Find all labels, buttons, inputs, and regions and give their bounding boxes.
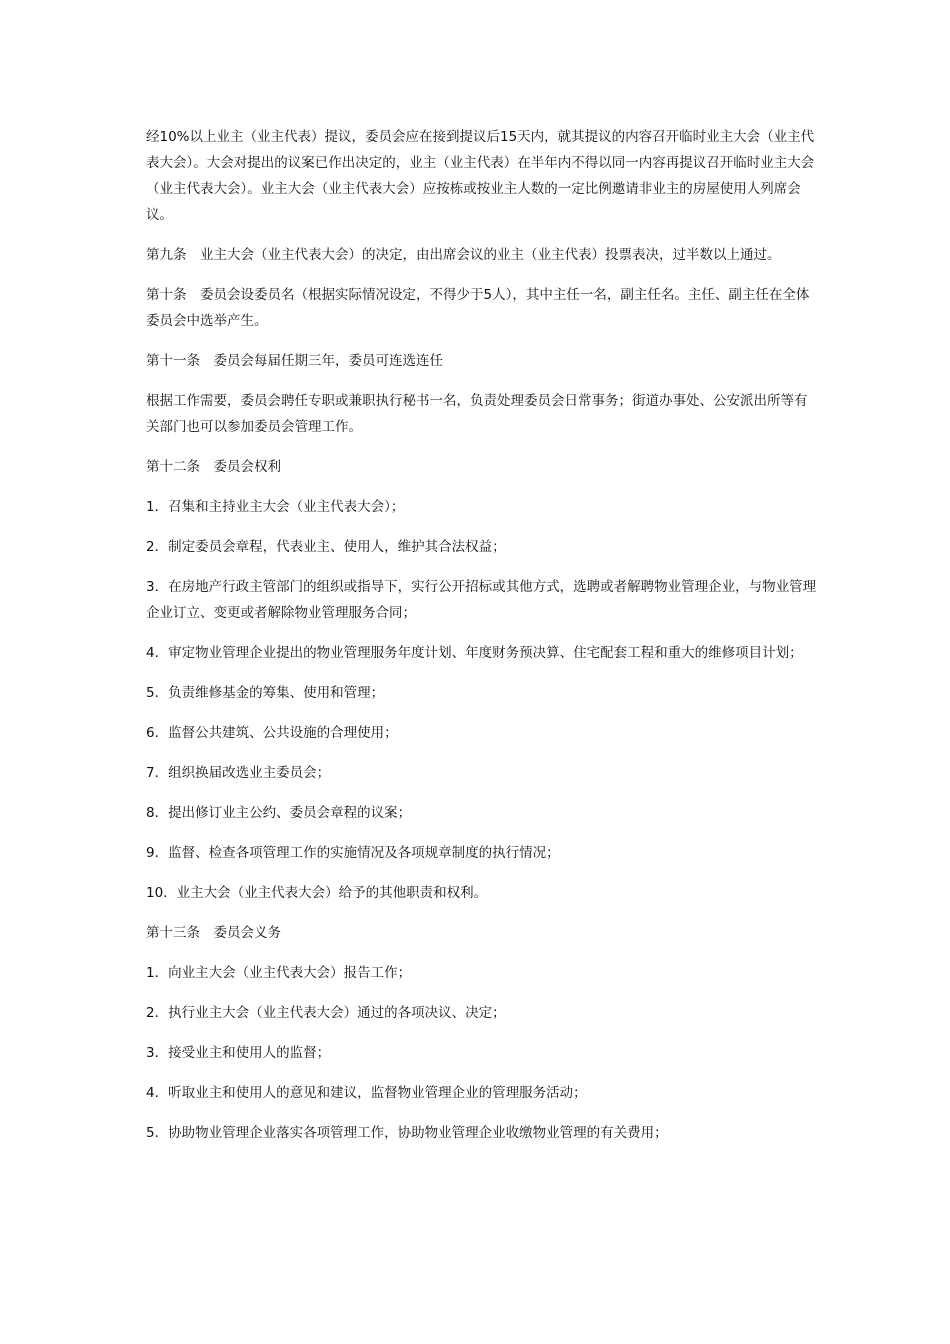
duties-item-1: 1．向业主大会（业主代表大会）报告工作； xyxy=(146,965,412,981)
duties-item-2: 2．执行业主大会（业主代表大会）通过的各项决议、决定； xyxy=(146,1005,506,1021)
rights-item-1: 1．召集和主持业主大会（业主代表大会）； xyxy=(146,499,405,515)
paragraph-secretary: 根据工作需要，委员会聘任专职或兼职执行秘书一名，负责处理委员会日常事务；街道办事处、公安派出所等有关部门也可以参加委员会管理工作。 xyxy=(146,393,808,435)
article-10: 第十条 委员会设委员名（根据实际情况设定，不得少于5人），其中主任一名，副主任名。主任、副主任在全体委员会中选举产生。 xyxy=(146,287,810,329)
rights-item-8: 8．提出修订业主公约、委员会章程的议案； xyxy=(146,805,412,821)
article-9: 第九条 业主大会（业主代表大会）的决定，由出席会议的业主（业主代表）投票表决，过半数以上通过。 xyxy=(146,247,781,263)
rights-item-5: 5．负责维修基金的筹集、使用和管理； xyxy=(146,685,385,701)
paragraph-meeting-proposal: 经10%以上业主（业主代表）提议，委员会应在接到提议后15天内，就其提议的内容召开临时业主大会（业主代表大会）。大会对提出的议案已作出决定的，业主（业主代表）在半年内不得以同一内容再提议召开临时业主大会（业主代表大会）。业主大会（业主代表大会）应按栋或按业主人数的一定比例邀请非业主的房屋使用人列席会议。 xyxy=(146,129,815,223)
duties-item-3: 3．接受业主和使用人的监督； xyxy=(146,1045,331,1061)
rights-item-2: 2．制定委员会章程，代表业主、使用人，维护其合法权益； xyxy=(146,539,506,555)
rights-item-9: 9．监督、检查各项管理工作的实施情况及各项规章制度的执行情况； xyxy=(146,845,560,861)
article-13-heading: 第十三条 委员会义务 xyxy=(146,925,281,941)
document-body xyxy=(146,124,818,1160)
rights-item-10: 10．业主大会（业主代表大会）给予的其他职责和权利。 xyxy=(146,885,488,901)
rights-item-6: 6．监督公共建筑、公共设施的合理使用； xyxy=(146,725,398,741)
rights-item-3: 3．在房地产行政主管部门的组织或指导下，实行公开招标或其他方式，选聘或者解聘物业管理企业，与物业管理企业订立、变更或者解除物业管理服务合同； xyxy=(146,579,817,621)
duties-item-4: 4．听取业主和使用人的意见和建议，监督物业管理企业的管理服务活动； xyxy=(146,1085,587,1101)
rights-item-4: 4．审定物业管理企业提出的物业管理服务年度计划、年度财务预决算、住宅配套工程和重大的维修项目计划； xyxy=(146,645,803,661)
duties-item-5: 5．协助物业管理企业落实各项管理工作，协助物业管理企业收缴物业管理的有关费用； xyxy=(146,1125,668,1141)
article-12-heading: 第十二条 委员会权利 xyxy=(146,459,281,475)
rights-item-7: 7．组织换届改选业主委员会； xyxy=(146,765,331,781)
article-11: 第十一条 委员会每届任期三年，委员可连选连任 xyxy=(146,353,443,369)
